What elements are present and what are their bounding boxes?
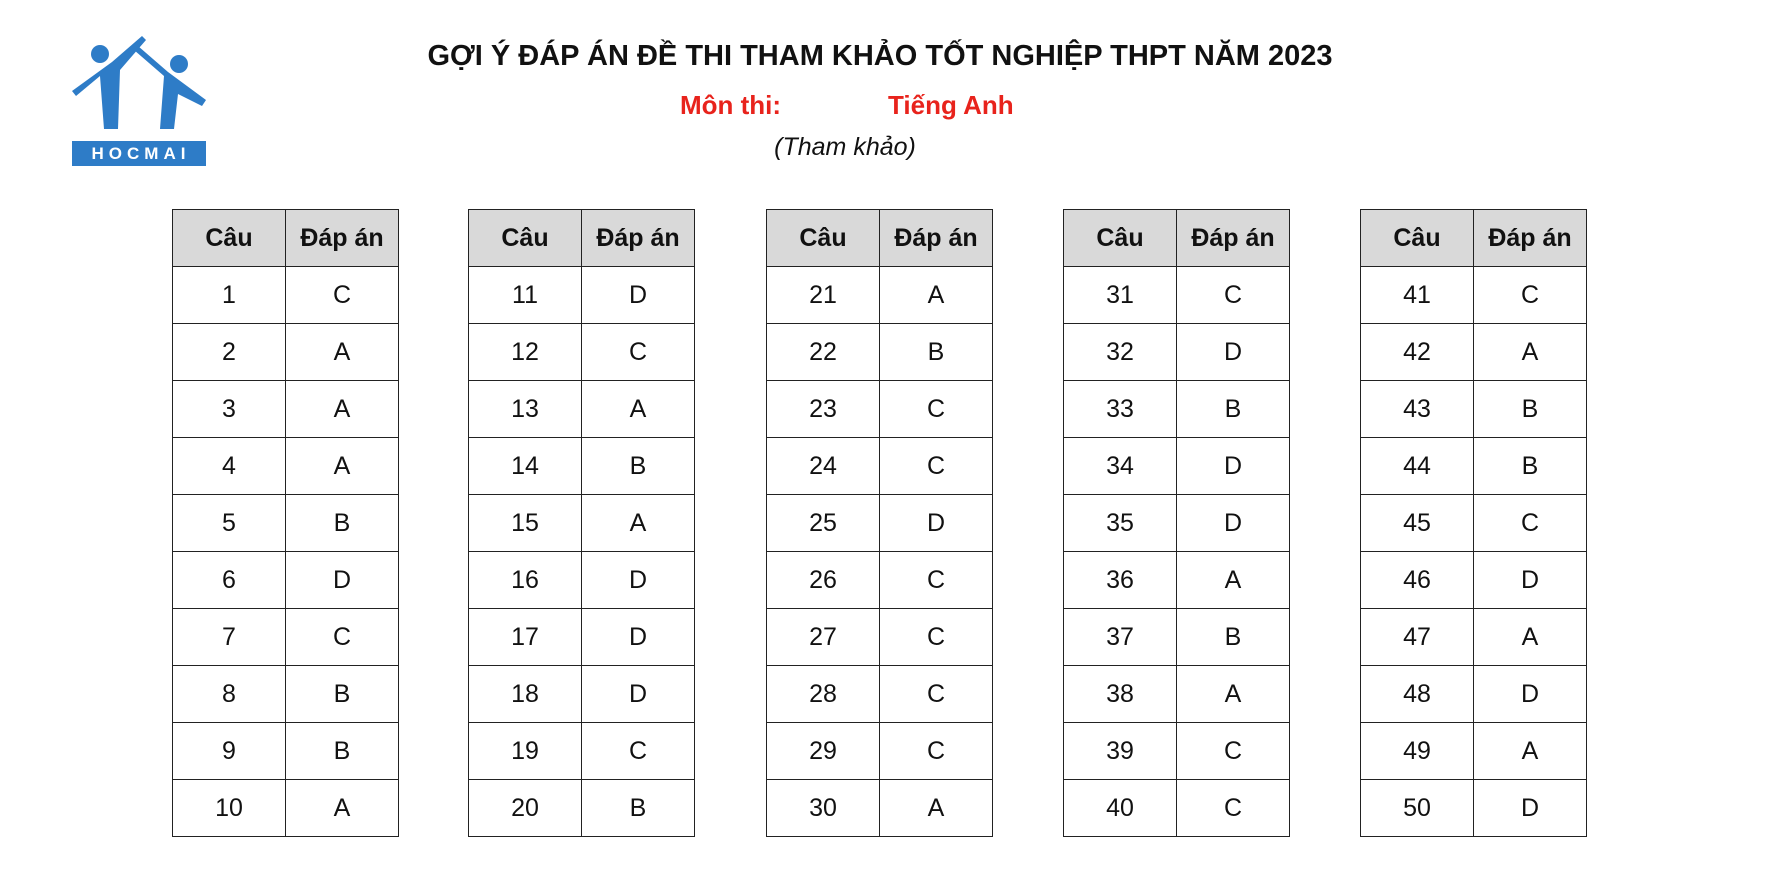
table-row xyxy=(1361,666,1587,723)
table-row xyxy=(1064,780,1290,837)
question-number: 34 xyxy=(1064,438,1177,495)
question-number: 19 xyxy=(469,723,582,780)
question-number: 37 xyxy=(1064,609,1177,666)
question-number: 30 xyxy=(767,780,880,837)
question-number: 43 xyxy=(1361,381,1474,438)
question-number: 4 xyxy=(173,438,286,495)
table-row xyxy=(1361,438,1587,495)
table-row xyxy=(173,267,399,324)
table-row xyxy=(1064,381,1290,438)
answer-letter: C xyxy=(880,381,993,438)
answer-letter: C xyxy=(1474,267,1587,324)
table-row xyxy=(173,438,399,495)
answer-letter: C xyxy=(880,666,993,723)
answer-letter: A xyxy=(880,780,993,837)
table-row xyxy=(173,495,399,552)
question-number: 39 xyxy=(1064,723,1177,780)
question-number: 31 xyxy=(1064,267,1177,324)
answer-letter: B xyxy=(286,666,399,723)
table-row xyxy=(469,723,695,780)
answer-letter: B xyxy=(1474,438,1587,495)
hocmai-figures-icon xyxy=(72,36,208,140)
question-number: 22 xyxy=(767,324,880,381)
answer-letter: A xyxy=(1474,723,1587,780)
table-header-row xyxy=(1064,210,1290,267)
answer-header: Đáp án xyxy=(1474,210,1587,267)
question-header: Câu xyxy=(1064,210,1177,267)
answer-letter: D xyxy=(1177,438,1290,495)
question-number: 6 xyxy=(173,552,286,609)
answer-letter: C xyxy=(880,552,993,609)
table-row xyxy=(1064,723,1290,780)
answer-letter: A xyxy=(1474,609,1587,666)
question-number: 44 xyxy=(1361,438,1474,495)
table-row xyxy=(1064,666,1290,723)
table-row xyxy=(173,609,399,666)
table-row xyxy=(173,723,399,780)
question-number: 40 xyxy=(1064,780,1177,837)
table-header-row xyxy=(173,210,399,267)
question-number: 20 xyxy=(469,780,582,837)
question-number: 12 xyxy=(469,324,582,381)
answer-letter: C xyxy=(1177,267,1290,324)
reference-note: (Tham khảo) xyxy=(774,133,916,161)
question-number: 46 xyxy=(1361,552,1474,609)
table-row xyxy=(767,381,993,438)
question-number: 13 xyxy=(469,381,582,438)
question-number: 29 xyxy=(767,723,880,780)
answer-letter: C xyxy=(286,609,399,666)
table-row xyxy=(173,780,399,837)
answer-letter: B xyxy=(1474,381,1587,438)
question-number: 23 xyxy=(767,381,880,438)
answer-letter: B xyxy=(1177,381,1290,438)
table-row xyxy=(767,267,993,324)
question-number: 3 xyxy=(173,381,286,438)
table-row xyxy=(1064,495,1290,552)
answer-letter: A xyxy=(1177,552,1290,609)
question-number: 25 xyxy=(767,495,880,552)
answer-header: Đáp án xyxy=(880,210,993,267)
question-number: 16 xyxy=(469,552,582,609)
table-row xyxy=(767,552,993,609)
table-row xyxy=(469,552,695,609)
question-number: 9 xyxy=(173,723,286,780)
answer-header: Đáp án xyxy=(1177,210,1290,267)
question-number: 36 xyxy=(1064,552,1177,609)
table-row xyxy=(469,381,695,438)
table-row xyxy=(767,438,993,495)
question-header: Câu xyxy=(767,210,880,267)
table-row xyxy=(1361,780,1587,837)
logo-wordmark: HOCMAI xyxy=(72,141,206,166)
question-number: 14 xyxy=(469,438,582,495)
table-row xyxy=(1361,267,1587,324)
question-number: 48 xyxy=(1361,666,1474,723)
table-row xyxy=(173,324,399,381)
answer-letter: C xyxy=(880,438,993,495)
answer-letter: D xyxy=(1177,324,1290,381)
question-number: 7 xyxy=(173,609,286,666)
question-number: 21 xyxy=(767,267,880,324)
question-number: 11 xyxy=(469,267,582,324)
table-row xyxy=(1064,438,1290,495)
table-row xyxy=(767,609,993,666)
question-number: 41 xyxy=(1361,267,1474,324)
table-row xyxy=(1064,324,1290,381)
answer-letter: D xyxy=(582,552,695,609)
answer-letter: A xyxy=(582,495,695,552)
table-row xyxy=(767,780,993,837)
table-row xyxy=(173,552,399,609)
answer-table-4 xyxy=(1063,209,1290,837)
question-header: Câu xyxy=(469,210,582,267)
table-row xyxy=(469,666,695,723)
table-row xyxy=(1361,495,1587,552)
answer-letter: A xyxy=(1474,324,1587,381)
answer-letter: C xyxy=(1474,495,1587,552)
table-row xyxy=(767,495,993,552)
answer-letter: C xyxy=(880,609,993,666)
hocmai-logo xyxy=(72,36,208,169)
answer-letter: D xyxy=(1474,552,1587,609)
answer-letter: B xyxy=(582,438,695,495)
question-number: 8 xyxy=(173,666,286,723)
table-row xyxy=(1064,552,1290,609)
answer-table-2 xyxy=(468,209,695,837)
question-number: 1 xyxy=(173,267,286,324)
answer-letter: D xyxy=(582,267,695,324)
answer-letter: A xyxy=(286,324,399,381)
question-number: 33 xyxy=(1064,381,1177,438)
answer-letter: D xyxy=(582,666,695,723)
answer-header: Đáp án xyxy=(582,210,695,267)
answer-letter: B xyxy=(1177,609,1290,666)
table-row xyxy=(469,324,695,381)
table-row xyxy=(469,438,695,495)
question-header: Câu xyxy=(1361,210,1474,267)
answer-letter: D xyxy=(582,609,695,666)
table-row xyxy=(1361,723,1587,780)
answer-letter: B xyxy=(880,324,993,381)
subject-label: Môn thi: xyxy=(680,90,782,120)
question-number: 15 xyxy=(469,495,582,552)
answer-letter: A xyxy=(286,381,399,438)
table-row xyxy=(767,723,993,780)
question-number: 35 xyxy=(1064,495,1177,552)
question-number: 2 xyxy=(173,324,286,381)
table-row xyxy=(767,324,993,381)
question-number: 47 xyxy=(1361,609,1474,666)
table-row xyxy=(1361,609,1587,666)
question-number: 5 xyxy=(173,495,286,552)
question-number: 50 xyxy=(1361,780,1474,837)
question-header: Câu xyxy=(173,210,286,267)
question-number: 32 xyxy=(1064,324,1177,381)
answer-letter: A xyxy=(880,267,993,324)
question-number: 24 xyxy=(767,438,880,495)
answer-table-3 xyxy=(766,209,993,837)
question-number: 45 xyxy=(1361,495,1474,552)
answer-letter: D xyxy=(880,495,993,552)
answer-table-1 xyxy=(172,209,399,837)
answer-letter: D xyxy=(286,552,399,609)
question-number: 27 xyxy=(767,609,880,666)
answer-letter: A xyxy=(1177,666,1290,723)
table-row xyxy=(1361,324,1587,381)
question-number: 18 xyxy=(469,666,582,723)
table-row xyxy=(173,381,399,438)
table-row xyxy=(469,780,695,837)
question-number: 10 xyxy=(173,780,286,837)
answer-letter: D xyxy=(1474,780,1587,837)
question-number: 26 xyxy=(767,552,880,609)
answer-letter: B xyxy=(286,723,399,780)
answer-letter: D xyxy=(1177,495,1290,552)
answer-header: Đáp án xyxy=(286,210,399,267)
table-row xyxy=(1361,381,1587,438)
answer-letter: B xyxy=(286,495,399,552)
answer-letter: C xyxy=(880,723,993,780)
table-header-row xyxy=(767,210,993,267)
table-header-row xyxy=(469,210,695,267)
table-row xyxy=(173,666,399,723)
answer-letter: B xyxy=(582,780,695,837)
table-row xyxy=(1064,267,1290,324)
table-row xyxy=(469,495,695,552)
table-row xyxy=(1361,552,1587,609)
question-number: 42 xyxy=(1361,324,1474,381)
answer-letter: C xyxy=(286,267,399,324)
table-row xyxy=(469,267,695,324)
table-header-row xyxy=(1361,210,1587,267)
answer-letter: A xyxy=(286,780,399,837)
answer-letter: A xyxy=(582,381,695,438)
subject-value: Tiếng Anh xyxy=(888,90,1014,120)
table-row xyxy=(767,666,993,723)
answer-letter: D xyxy=(1474,666,1587,723)
question-number: 38 xyxy=(1064,666,1177,723)
answer-letter: A xyxy=(286,438,399,495)
page-title: GỢI Ý ĐÁP ÁN ĐỀ THI THAM KHẢO TỐT NGHIỆP THPT NĂM 2023 xyxy=(427,40,1333,72)
question-number: 28 xyxy=(767,666,880,723)
answer-letter: C xyxy=(582,723,695,780)
answer-table-5 xyxy=(1360,209,1587,837)
question-number: 49 xyxy=(1361,723,1474,780)
answer-letter: C xyxy=(582,324,695,381)
question-number: 17 xyxy=(469,609,582,666)
table-row xyxy=(1064,609,1290,666)
answer-letter: C xyxy=(1177,723,1290,780)
table-row xyxy=(469,609,695,666)
answer-letter: C xyxy=(1177,780,1290,837)
